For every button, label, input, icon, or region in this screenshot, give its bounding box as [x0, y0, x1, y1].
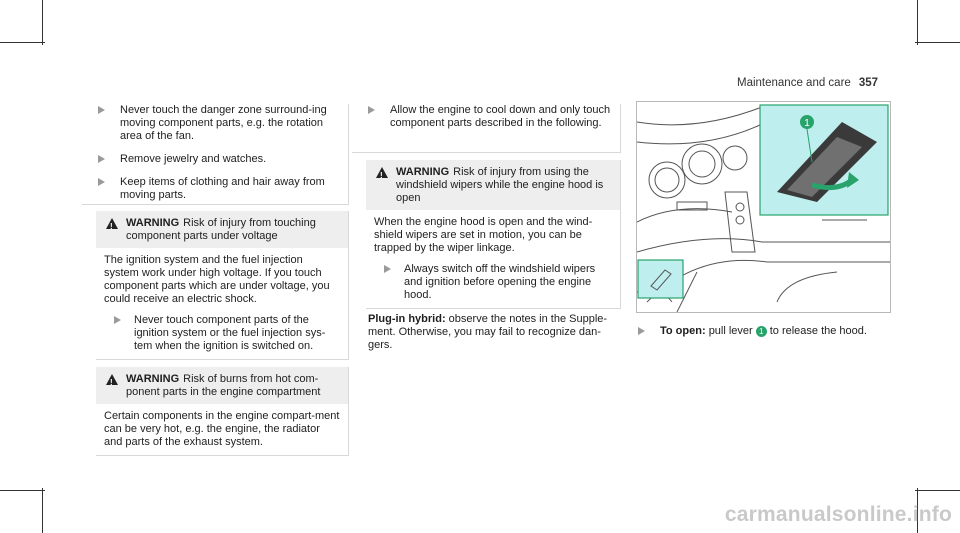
list-item: Remove jewelry and watches. [82, 153, 348, 166]
section-title: Maintenance and care [737, 77, 851, 89]
list-item: Never touch the danger zone surround-ing moving component parts, e.g. the rotation area of the fan. [82, 104, 348, 143]
figure-caption: To open: pull lever 1 to release the hood. [638, 325, 867, 338]
warning-text: Certain components in the engine compart-ment can be very hot, e.g. the engine, the radiator and parts of the exhaust system. [104, 410, 340, 448]
warning-box-burns [96, 367, 349, 456]
arrow-bullet-icon [368, 106, 375, 114]
warning-icon [376, 167, 388, 178]
warning-label: WARNING [126, 373, 180, 385]
arrow-bullet-icon [638, 327, 645, 335]
hood-release-illustration [636, 101, 891, 313]
warning-header [96, 211, 348, 248]
warning-label: WARNING [126, 217, 180, 229]
warning-header [366, 160, 620, 210]
list-item: Keep items of clothing and hair away from moving parts. [82, 176, 348, 202]
page-header [737, 77, 878, 89]
lever-location-highlight [638, 260, 683, 298]
warning-body [96, 404, 348, 455]
warning-title: Risk of injury from touching component parts under voltage [126, 217, 316, 242]
bullet-list-box [352, 104, 621, 153]
bullet-list-box [82, 104, 349, 205]
page-number: 357 [858, 77, 878, 89]
arrow-bullet-icon [98, 178, 105, 186]
crop-mark [42, 488, 43, 533]
warning-body [366, 210, 620, 308]
warning-title: Risk of injury from using the windshield wipers while the engine hood is open [396, 166, 604, 204]
callout-1-number: 1 [804, 118, 810, 129]
warning-header [96, 367, 348, 404]
arrow-bullet-icon [98, 155, 105, 163]
warning-box-wipers [366, 160, 621, 309]
list-item: Always switch off the windshield wipers and ignition before opening the engine hood. [374, 263, 612, 302]
warning-title: Risk of burns from hot com-ponent parts in the engine compartment [126, 373, 321, 398]
crop-mark [915, 42, 960, 43]
warning-icon [106, 374, 118, 385]
caption-label: To open: [660, 325, 706, 337]
warning-label: WARNING [396, 166, 450, 178]
arrow-bullet-icon [384, 265, 391, 273]
crop-mark [915, 490, 960, 491]
note-text: observe the notes in the Supple-ment. Otherwise, you may fail to recognize dan-gers. [368, 313, 608, 351]
number-1-icon: 1 [756, 326, 767, 337]
crop-mark [0, 42, 45, 43]
warning-body [96, 248, 348, 359]
warning-text: The ignition system and the fuel injection system work under high voltage. If you touch component parts which are under voltage, you could receive an electric shock. [104, 254, 330, 305]
warning-text: When the engine hood is open and the wind-shield wipers are set in motion, you can be trapped by the wiper linkage. [374, 216, 593, 254]
warning-box-voltage [96, 211, 349, 360]
note-label: Plug-in hybrid: [368, 313, 446, 325]
plugin-hybrid-note [368, 313, 620, 352]
crop-mark [42, 0, 43, 45]
crop-mark [0, 490, 45, 491]
dashboard-drawing [637, 102, 890, 312]
watermark: carmanualsonline.info [724, 503, 952, 526]
crop-mark [917, 0, 918, 45]
list-item: Allow the engine to cool down and only touch component parts described in the following. [352, 104, 620, 130]
arrow-bullet-icon [98, 106, 105, 114]
warning-icon [106, 218, 118, 229]
list-item: Never touch component parts of the ignition system or the fuel injection sys-tem when the ignition is switched on. [104, 314, 340, 353]
arrow-bullet-icon [114, 316, 121, 324]
